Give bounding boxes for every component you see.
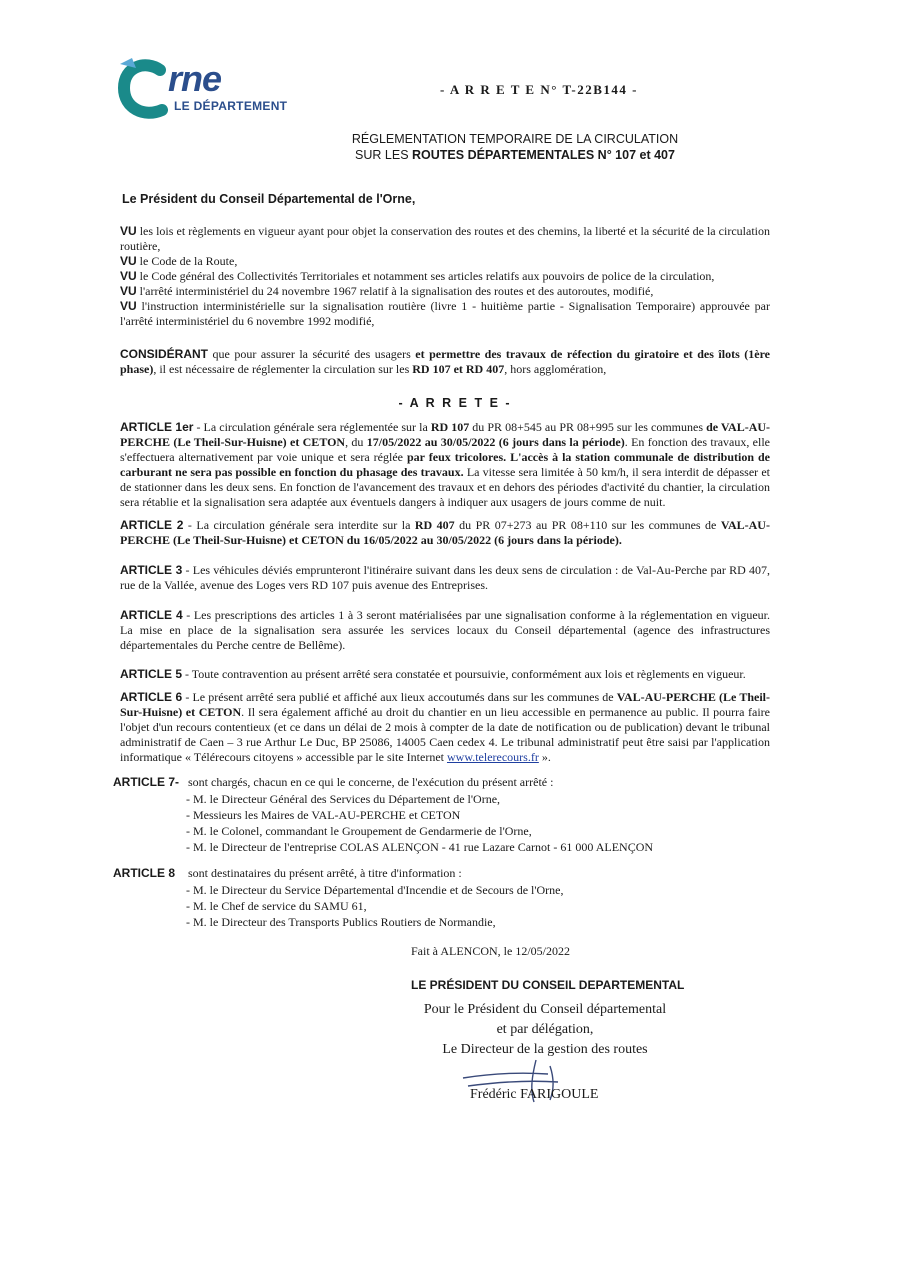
article-4-label: ARTICLE 4 [120,608,183,622]
article-text: du PR 07+273 au PR 08+110 sur les communes de [454,518,721,532]
logo-wordmark: rne [168,58,222,99]
date-place: Fait à ALENCON, le 12/05/2022 [411,944,570,958]
article-8-intro: sont destinataires du présent arrêté, à titre d'information : [188,866,462,880]
orne-logo-icon [116,54,176,124]
article-text: du PR 08+545 au PR 08+995 sur les communes [469,420,707,434]
subject-roads: ROUTES DÉPARTEMENTALES N° 107 et 407 [412,148,675,162]
delegation-line-3: Le Directeur de la gestion des routes [442,1042,648,1057]
article-bold: par feux tricolores. L'accès à la station communale de distribution de carburant ne sera pas possible en fonction du phasage des travaux. [120,450,770,479]
list-item: - M. le Directeur des Transports Publics Routiers de Normandie, [186,915,496,929]
considerant-paragraph [120,347,770,377]
article-1 [120,420,770,510]
article-bold: VAL-AU-PERCHE (Le Theil-Sur-Huisne) et CETON [120,690,770,719]
vu-text: le Code général des Collectivités Territoriales et notamment ses articles relatifs aux pouvoirs de police de la circulation, [136,269,715,283]
article-bold: RD 107 [430,420,470,434]
article-bold: VAL-AU-PERCHE (Le Theil-Sur-Huisne) et CETON du 16/05/2022 au 30/05/2022 (6 jours dans la période). [120,518,770,547]
subject-heading [340,131,690,163]
vu-item [120,269,770,284]
article-text: . En fonction des travaux, elle s'effectuera alternativement par voie unique et sera réglée [120,435,771,464]
subject-line-1: RÉGLEMENTATION TEMPORAIRE DE LA CIRCULATION [351,132,679,146]
vu-label: VU [120,284,137,298]
considerant-label: CONSIDÉRANT [120,347,209,361]
article-text: , du [345,435,367,449]
considerant-text: , il est nécessaire de réglementer la circulation sur les [153,362,413,376]
considerant-text: , hors agglomération, [504,362,607,376]
arrete-title: - A R R E T E - [398,396,512,410]
article-6 [120,690,770,765]
vu-item [120,299,770,329]
president-line: Le Président du Conseil Départemental de l'Orne, [122,192,416,206]
signatory-title: LE PRÉSIDENT DU CONSEIL DEPARTEMENTAL [411,978,685,992]
delegation-block [400,1000,690,1060]
vu-label: VU [120,224,137,238]
article-7-list [186,791,653,855]
list-item: - Messieurs les Maires de VAL-AU-PERCHE et CETON [186,808,461,822]
considerant-bold: RD 107 et RD 407 [412,362,505,376]
article-bold: RD 407 [414,518,455,532]
delegation-line-2: et par délégation, [496,1022,594,1037]
list-item: - M. le Chef de service du SAMU 61, [186,899,367,913]
article-text: ». [538,750,551,764]
article-2 [120,518,770,548]
article-4 [120,608,770,653]
vu-text: l'instruction interministérielle sur la signalisation routière (livre 1 - huitième partie - Signalisation Temporaire) approuvée par l'arrêté interministériel du 6 novembre 1992 modifié, [120,299,770,328]
article-text: - La circulation générale sera interdite sur la [183,518,415,532]
vu-item [120,284,770,299]
article-8-list [186,882,564,930]
logo-subtitle: LE DÉPARTEMENT [174,99,288,113]
article-text: - Les véhicules déviés emprunteront l'itinéraire suivant dans les deux sens de circulation : de Val-Au-Perche par RD 407, rue de la Vallée, avenue des Loges vers RD 107 puis avenue des Entreprises. [120,563,770,592]
considerant-bold: et permettre des travaux de réfection du giratoire et des îlots (1ère phase) [120,347,770,376]
vu-text: les lois et règlements en vigueur ayant pour objet la conservation des routes et des chemins, la liberté et la sécurité de la circulation routière, [120,224,770,253]
vu-label: VU [120,299,137,313]
article-text: - Les prescriptions des articles 1 à 3 seront matérialisées par une signalisation conforme à la réglementation en vigueur. La mise en place de la signalisation sera assurée les services locaux du Conseil départemental (agence des infrastructures départementales du Perche centre de Bellême). [120,608,770,652]
article-3-label: ARTICLE 3 [120,563,183,577]
list-item: - M. le Directeur Général des Services du Département de l'Orne, [186,792,501,806]
arrete-number: - A R R E T E N° T-22B144 - [440,82,639,97]
subject-prefix: SUR LES [355,148,413,162]
article-text: - Toute contravention au présent arrêté sera constatée et poursuivie, conformément aux lois et règlements en vigueur. [182,667,746,681]
article-bold: de VAL-AU-PERCHE (Le Theil-Sur-Huisne) et CETON [120,420,771,449]
article-text: - La circulation générale sera réglementée sur la [193,420,431,434]
vu-label: VU [120,269,137,283]
article-8-label: ARTICLE 8 [113,866,176,880]
article-text: . Il sera également affiché au droit du chantier en un lieu accessible en permanence au public. Il pourra faire l'objet d'un recours contentieux (et ce dans un délai de 2 mois à compter de la date de notification ou de publication) devant le tribunal administratif de Caen – 3 rue Arthur Le Duc, BP 25086, 14005 Caen cedex 4. Le tribunal administratif peut être saisi par l'application informatique « Télérecours citoyens » accessible par le site Internet [120,705,770,764]
vu-item [120,224,770,254]
article-6-label: ARTICLE 6 [120,690,183,704]
article-7-label: ARTICLE 7- [113,775,179,789]
article-7-intro: sont chargés, chacun en ce qui le concerne, de l'exécution du présent arrêté : [188,775,554,789]
list-item: - M. le Colonel, commandant le Groupement de Gendarmerie de l'Orne, [186,824,532,838]
subject-line-2 [340,147,690,163]
list-item: - M. le Directeur du Service Départemental d'Incendie et de Secours de l'Orne, [186,883,564,897]
article-2-label: ARTICLE 2 [120,518,184,532]
department-logo [116,54,306,124]
vu-text: le Code de la Route, [136,254,238,268]
telerecours-link[interactable]: www.telerecours.fr [446,750,539,764]
vu-section [120,224,770,329]
vu-text: l'arrêté interministériel du 24 novembre 1967 relatif à la signalisation des routes et des autoroutes, modifié, [136,284,654,298]
delegation-line-1: Pour le Président du Conseil départemental [423,1002,667,1017]
vu-label: VU [120,254,137,268]
article-text: La vitesse sera limitée à 50 km/h, il sera interdit de dépasser et de stationner dans les deux sens. En fonction de l'avancement des travaux et en dehors des périodes d'activité du chantier, la circulation sera rétablie et la signalisation sera adaptée aux éventuels dangers à indiquer aux usagers de jours comme de nuit. [120,465,771,509]
article-3 [120,563,770,593]
list-item: - M. le Directeur de l'entreprise COLAS ALENÇON - 41 rue Lazare Carnot - 61 000 ALENÇON [186,840,654,854]
article-text: - Le présent arrêté sera publié et affiché aux lieux accoutumés dans sur les communes de [182,690,617,704]
article-bold: 17/05/2022 au 30/05/2022 (6 jours dans la période) [366,435,625,449]
article-5-label: ARTICLE 5 [120,667,183,681]
article-5 [120,667,770,682]
article-1-label: ARTICLE 1er [120,420,194,434]
considerant-text: que pour assurer la sécurité des usagers [208,347,416,361]
vu-item [120,254,770,269]
signer-name: Frédéric FARIGOULE [470,1087,599,1102]
